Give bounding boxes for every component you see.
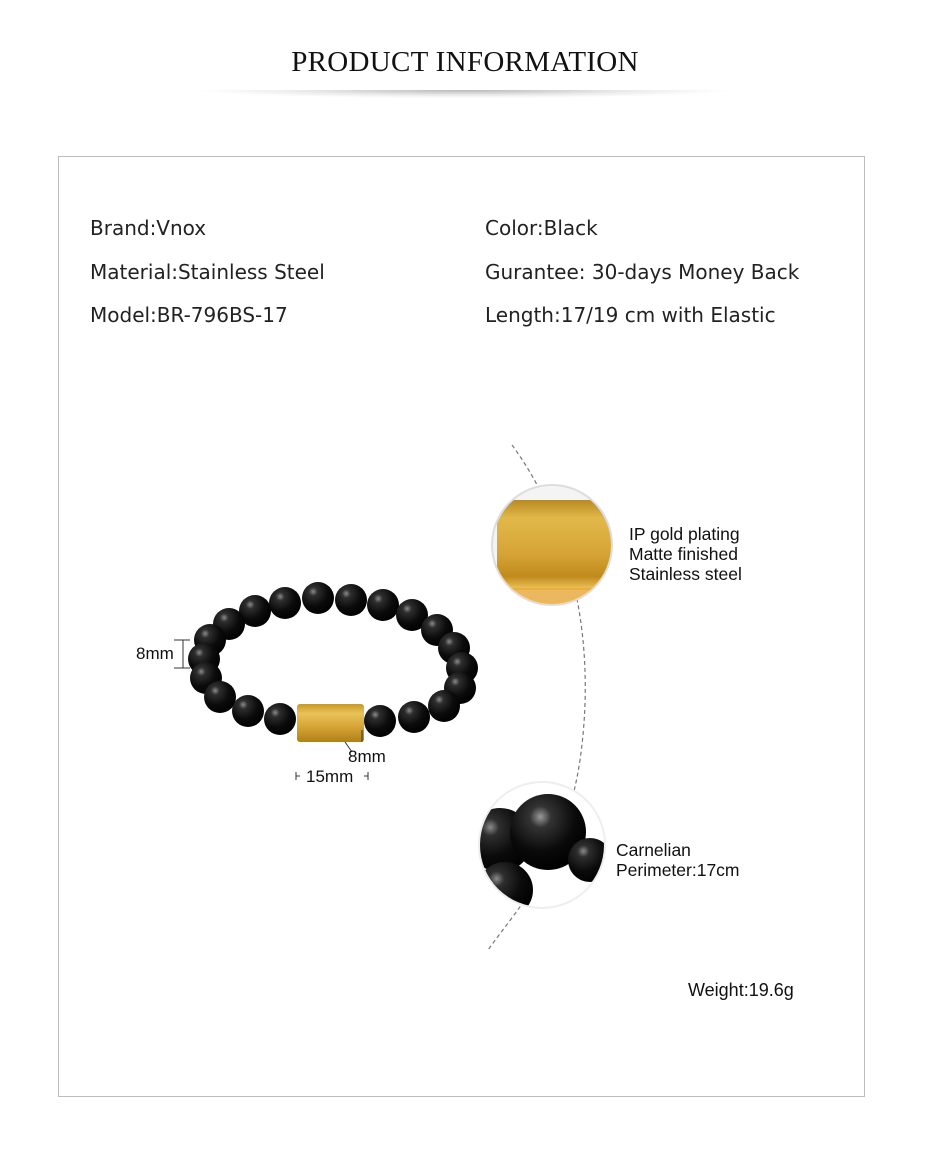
bracelet	[188, 582, 478, 742]
spec-brand: Brand:Vnox	[90, 216, 207, 240]
spec-color: Color:Black	[485, 216, 598, 240]
spec-model: Model:BR-796BS-17	[90, 303, 288, 327]
tube-length-label: 15mm	[306, 767, 354, 786]
bead-size-label: 8mm	[136, 644, 174, 663]
gold-callout-line-1: IP gold plating	[629, 524, 740, 544]
spec-guarantee: Gurantee: 30-days Money Back	[485, 260, 800, 284]
spec-material: Material:Stainless Steel	[90, 260, 325, 284]
gold-closeup	[480, 480, 630, 613]
gold-callout-line-3: Stainless steel	[629, 564, 742, 584]
bead-callout	[616, 840, 740, 880]
bead-callout-line-2: Perimeter:17cm	[616, 860, 740, 880]
page-title: PRODUCT INFORMATION	[291, 46, 639, 78]
tube-diameter-label: 8mm	[348, 747, 386, 766]
gold-callout-line-2: Matte finished	[629, 544, 738, 564]
spec-length: Length:17/19 cm with Elastic	[485, 303, 776, 327]
gold-callout	[629, 524, 742, 584]
bead-callout-line-1: Carnelian	[616, 840, 691, 860]
gold-tube	[297, 704, 364, 742]
bead-closeup	[468, 775, 620, 918]
weight-label: Weight:19.6g	[688, 980, 794, 1000]
